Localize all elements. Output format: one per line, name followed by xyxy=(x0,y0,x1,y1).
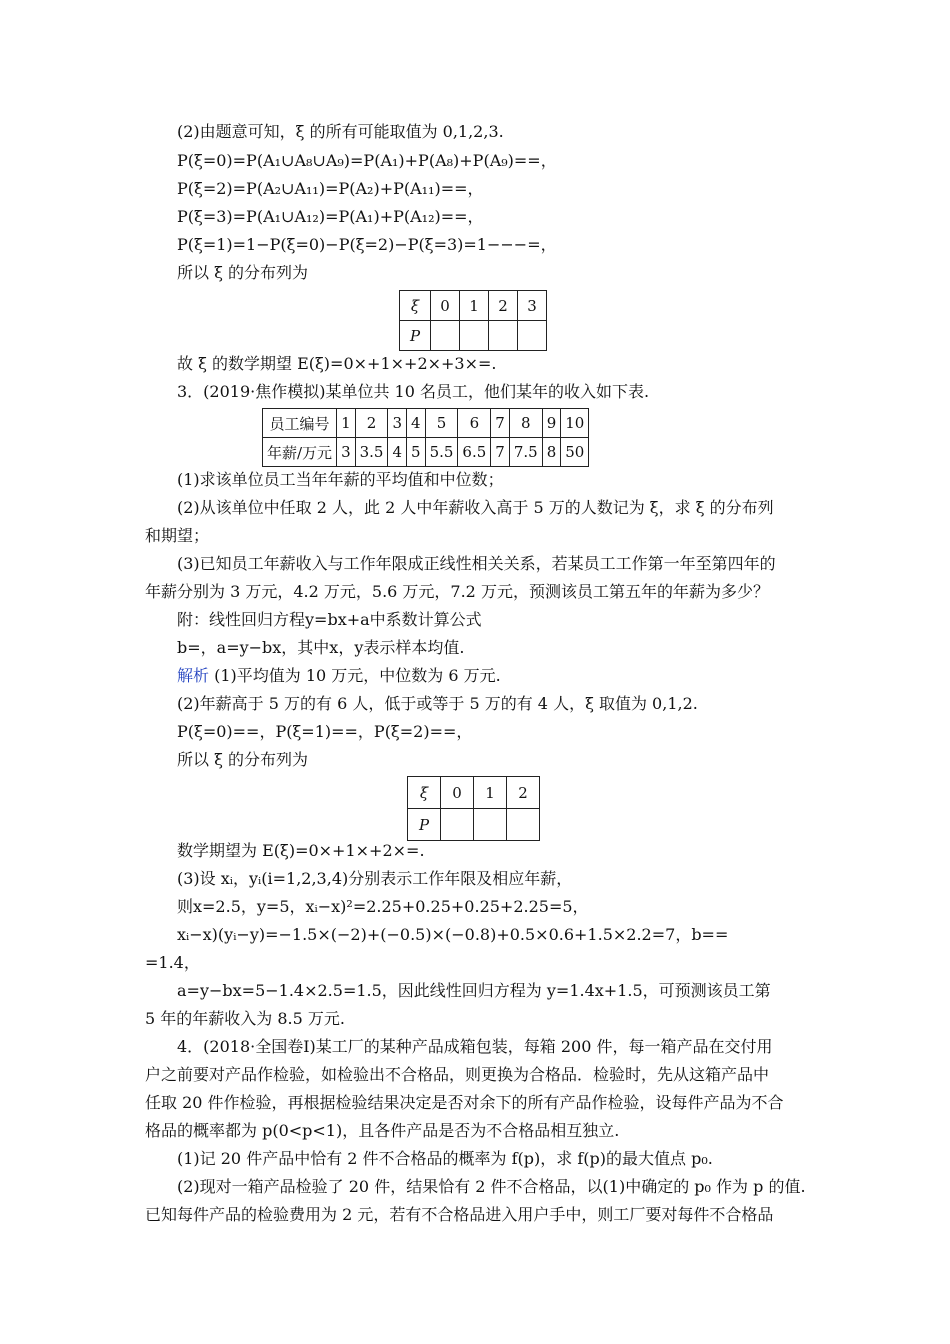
text-line: a=y−bx=5−1.4×2.5=1.5，因此线性回归方程为 y=1.4x+1.5，可预测该员工第 xyxy=(177,981,771,1000)
table-cell xyxy=(507,809,540,841)
table-cell: 2 xyxy=(507,777,540,809)
text-line: =1.4， xyxy=(145,953,200,972)
text-line: (2)由题意可知，ξ 的所有可能取值为 0,1,2,3. xyxy=(177,122,504,141)
table-cell: 5 xyxy=(407,438,426,467)
table-cell: 10 xyxy=(561,409,589,438)
text-line: xᵢ−x)(yᵢ−y)=−1.5×(−2)+(−0.5)×(−0.8)+0.5×0.6+1.5×2.2=7，b== xyxy=(177,925,729,944)
text-line: 则x=2.5，y=5，xᵢ−x)²=2.25+0.25+0.25+2.25=5， xyxy=(177,897,589,916)
table-row xyxy=(408,809,540,841)
table-cell xyxy=(489,321,518,351)
text-line: 年薪分别为 3 万元，4.2 万元，5.6 万元，7.2 万元，预测该员工第五年的年薪为多少？ xyxy=(145,582,769,601)
text-line: 附：线性回归方程y=bx+a中系数计算公式 xyxy=(177,610,482,629)
table-cell: 0 xyxy=(431,291,460,321)
text-line: 故 ξ 的数学期望 E(ξ)=0×+1×+2×+3×=. xyxy=(177,354,497,373)
table-cell: 4 xyxy=(407,409,426,438)
text-line: 数学期望为 E(ξ)=0×+1×+2×=. xyxy=(177,841,425,860)
table-cell: 7 xyxy=(491,409,510,438)
table-cell: 8 xyxy=(542,438,561,467)
table-cell: 5 xyxy=(425,409,458,438)
table-row xyxy=(263,438,589,467)
table-row xyxy=(408,777,540,809)
table-cell: P xyxy=(400,321,431,351)
table-cell: 7 xyxy=(491,438,510,467)
text-line: (3)已知员工年薪收入与工作年限成正线性相关关系，若某员工工作第一年至第四年的 xyxy=(177,554,776,573)
text-line: (2)从该单位中任取 2 人，此 2 人中年薪收入高于 5 万的人数记为 ξ，求 ξ 的分布列 xyxy=(177,498,774,517)
text-line: 所以 ξ 的分布列为 xyxy=(177,750,308,769)
table-cell xyxy=(431,321,460,351)
table-cell: 3.5 xyxy=(355,438,388,467)
answer-line xyxy=(177,665,501,687)
table-row xyxy=(400,321,547,351)
table-cell: 5.5 xyxy=(425,438,458,467)
text-line: P(ξ=0)=P(A₁∪A₈∪A₉)=P(A₁)+P(A₈)+P(A₉)==， xyxy=(177,151,557,170)
table-cell: 8 xyxy=(509,409,542,438)
table-cell: 1 xyxy=(337,409,356,438)
table-cell: ξ xyxy=(408,777,441,809)
table-cell: 7.5 xyxy=(509,438,542,467)
table-cell: 2 xyxy=(355,409,388,438)
table-cell: 50 xyxy=(561,438,589,467)
text-line: (1)记 20 件产品中恰有 2 件不合格品的概率为 f(p)，求 f(p)的最大值点 p₀. xyxy=(177,1149,713,1168)
table-cell: 3 xyxy=(518,291,547,321)
text-line: (1)求该单位员工当年年薪的平均值和中位数； xyxy=(177,470,504,489)
table-cell: 员工编号 xyxy=(263,409,337,438)
text-line: P(ξ=0)==，P(ξ=1)==，P(ξ=2)==， xyxy=(177,722,473,741)
text-line: P(ξ=3)=P(A₁∪A₁₂)=P(A₁)+P(A₁₂)==， xyxy=(177,207,484,226)
table-cell xyxy=(518,321,547,351)
table-cell: 1 xyxy=(474,777,507,809)
text-line: (1)平均值为 10 万元，中位数为 6 万元. xyxy=(214,666,501,685)
table-cell xyxy=(474,809,507,841)
text-line: P(ξ=2)=P(A₂∪A₁₁)=P(A₂)+P(A₁₁)==， xyxy=(177,179,484,198)
table-cell: 6.5 xyxy=(458,438,491,467)
text-line: 任取 20 件作检验，再根据检验结果决定是否对余下的所有产品作检验，设每件产品为不合 xyxy=(145,1093,784,1112)
table-cell: ξ xyxy=(400,291,431,321)
text-line: (2)现对一箱产品检验了 20 件，结果恰有 2 件不合格品，以(1)中确定的 p₀ 作为 p 的值. xyxy=(177,1177,806,1196)
text-line: 和期望； xyxy=(145,526,210,545)
table-cell: 4 xyxy=(388,438,407,467)
distribution-table-1 xyxy=(399,290,547,351)
text-line: 格品的概率都为 p(0<p<1)，且各件产品是否为不合格品相互独立. xyxy=(145,1121,620,1140)
distribution-table-2 xyxy=(407,776,540,841)
text-line: 所以 ξ 的分布列为 xyxy=(177,263,308,282)
table-cell: 1 xyxy=(460,291,489,321)
table-cell: 3 xyxy=(388,409,407,438)
text-line: P(ξ=1)=1−P(ξ=0)−P(ξ=2)−P(ξ=3)=1−−−=， xyxy=(177,235,557,254)
table-cell xyxy=(460,321,489,351)
table-cell: 年薪/万元 xyxy=(263,438,337,467)
text-line: 5 年的年薪收入为 8.5 万元. xyxy=(145,1009,345,1028)
table-row xyxy=(263,409,589,438)
text-line: 已知每件产品的检验费用为 2 元，若有不合格品进入用户手中，则工厂要对每件不合格品 xyxy=(145,1205,774,1224)
table-cell xyxy=(441,809,474,841)
text-line: (2)年薪高于 5 万的有 6 人，低于或等于 5 万的有 4 人，ξ 取值为 0,1,2. xyxy=(177,694,698,713)
answer-label: 解析 xyxy=(177,666,210,685)
table-cell: 6 xyxy=(458,409,491,438)
table-cell: 0 xyxy=(441,777,474,809)
text-line: 户之前要对产品作检验，如检验出不合格品，则更换为合格品．检验时，先从这箱产品中 xyxy=(145,1065,770,1084)
table-cell: P xyxy=(408,809,441,841)
table-row xyxy=(400,291,547,321)
text-line: b=，a=y−bx，其中x，y表示样本均值. xyxy=(177,638,465,657)
text-line: 3．(2019·焦作模拟)某单位共 10 名员工，他们某年的收入如下表. xyxy=(177,382,650,401)
text-line: (3)设 xᵢ，yᵢ(i=1,2,3,4)分别表示工作年限及相应年薪， xyxy=(177,869,573,888)
table-cell: 3 xyxy=(337,438,356,467)
salary-table xyxy=(262,408,589,467)
table-cell: 9 xyxy=(542,409,561,438)
table-cell: 2 xyxy=(489,291,518,321)
text-line: 4．(2018·全国卷Ⅰ)某工厂的某种产品成箱包装，每箱 200 件，每一箱产品在交付用 xyxy=(177,1037,773,1056)
